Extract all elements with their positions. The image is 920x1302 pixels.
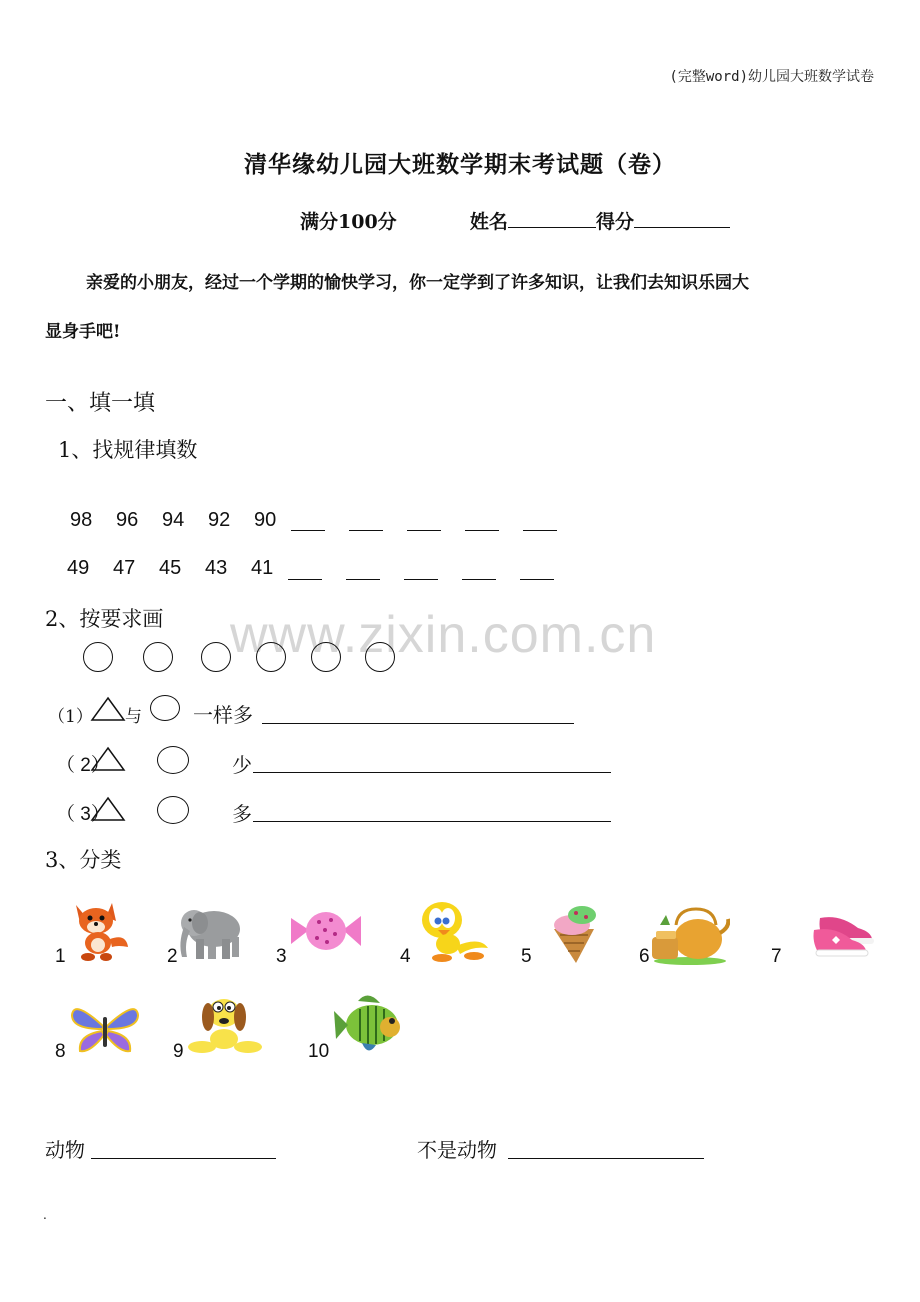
item-number: 9 xyxy=(173,1041,184,1062)
sequence-number: 49 xyxy=(67,557,90,579)
ice-cream-icon xyxy=(546,903,602,965)
answer-blank[interactable] xyxy=(465,529,499,531)
answer-blank[interactable] xyxy=(404,578,438,580)
draw-item-1-mid: 与 xyxy=(125,707,142,727)
question-3-title: 3、分类 xyxy=(45,848,122,872)
item-number: 7 xyxy=(771,946,782,967)
circle-icon xyxy=(157,796,189,824)
intro-text-line2: 显身手吧! xyxy=(45,322,121,342)
sequence-number: 41 xyxy=(251,557,274,579)
exam-title: 清华缘幼儿园大班数学期末考试题（卷） xyxy=(244,151,676,178)
score-blank[interactable] xyxy=(634,209,730,228)
answer-blank[interactable] xyxy=(462,578,496,580)
circle-icon xyxy=(157,746,189,774)
answer-blank[interactable] xyxy=(291,529,325,531)
watermark: www.zixin.com.cn xyxy=(230,606,657,664)
circle-shape xyxy=(365,642,395,672)
triangle-icon xyxy=(90,696,126,722)
draw-item-1-suffix: 一样多 xyxy=(193,703,253,727)
bird-icon xyxy=(412,896,492,964)
intro-text-line1: 亲爱的小朋友，经过一个学期的愉快学习，你一定学到了许多知识，让我们去知识乐园大 xyxy=(86,273,749,293)
name-blank[interactable] xyxy=(508,209,596,228)
shoes-icon xyxy=(810,910,878,960)
answer-line[interactable] xyxy=(253,771,611,773)
item-number: 1 xyxy=(55,946,66,967)
sequence-number: 96 xyxy=(116,509,139,531)
answer-blank[interactable] xyxy=(407,529,441,531)
dog-icon xyxy=(186,995,264,1057)
circle-shape xyxy=(256,642,286,672)
draw-item-1-prefix: （1） xyxy=(48,707,93,727)
fox-icon xyxy=(66,897,132,963)
sequence-number: 47 xyxy=(113,557,136,579)
item-number: 8 xyxy=(55,1041,66,1062)
sequence-number: 92 xyxy=(208,509,231,531)
butterfly-icon xyxy=(68,999,142,1055)
document-header: (完整word)幼儿园大班数学试卷 xyxy=(669,69,874,85)
sequence-number: 98 xyxy=(70,509,93,531)
draw-item-2-prefix: （ 2） xyxy=(56,755,110,776)
teapot-icon xyxy=(650,903,730,965)
question-2-title: 2、按要求画 xyxy=(45,607,164,631)
item-number: 3 xyxy=(276,946,287,967)
circle-icon xyxy=(150,695,180,721)
sequence-number: 94 xyxy=(162,509,185,531)
triangle-icon xyxy=(90,796,126,822)
item-number: 10 xyxy=(308,1041,330,1062)
item-number: 5 xyxy=(521,946,532,967)
animal-answer-line[interactable] xyxy=(91,1157,276,1159)
non-animal-answer-line[interactable] xyxy=(508,1157,704,1159)
answer-blank[interactable] xyxy=(288,578,322,580)
draw-item-3-prefix: （ 3） xyxy=(56,804,110,825)
draw-item-3-suffix: 多 xyxy=(232,802,252,826)
answer-blank[interactable] xyxy=(349,529,383,531)
exam-info-line xyxy=(300,207,730,234)
name-label: 姓名 xyxy=(469,211,508,233)
footer-dot: . xyxy=(43,1208,47,1222)
fish-icon xyxy=(332,991,404,1059)
score-label: 得分 xyxy=(595,211,634,233)
answer-line[interactable] xyxy=(253,820,611,822)
section-heading: 一、填一填 xyxy=(45,391,156,416)
non-animal-label: 不是动物 xyxy=(417,1138,497,1162)
animal-label: 动物 xyxy=(45,1138,85,1162)
answer-line[interactable] xyxy=(262,722,574,724)
full-score-label: 满分100分 xyxy=(300,211,397,233)
answer-blank[interactable] xyxy=(520,578,554,580)
elephant-icon xyxy=(174,901,244,963)
circle-shape xyxy=(143,642,173,672)
circle-shape xyxy=(201,642,231,672)
circle-shape xyxy=(311,642,341,672)
triangle-icon xyxy=(90,746,126,772)
circle-shape xyxy=(83,642,113,672)
draw-item-2-suffix: 少 xyxy=(232,753,252,777)
question-1-title: 1、找规律填数 xyxy=(58,438,198,462)
sequence-number: 45 xyxy=(159,557,182,579)
candy-icon xyxy=(287,908,365,958)
item-number: 2 xyxy=(167,946,178,967)
item-number: 4 xyxy=(400,946,411,967)
answer-blank[interactable] xyxy=(523,529,557,531)
sequence-number: 43 xyxy=(205,557,228,579)
sequence-number: 90 xyxy=(254,509,277,531)
item-number: 6 xyxy=(639,946,650,967)
answer-blank[interactable] xyxy=(346,578,380,580)
